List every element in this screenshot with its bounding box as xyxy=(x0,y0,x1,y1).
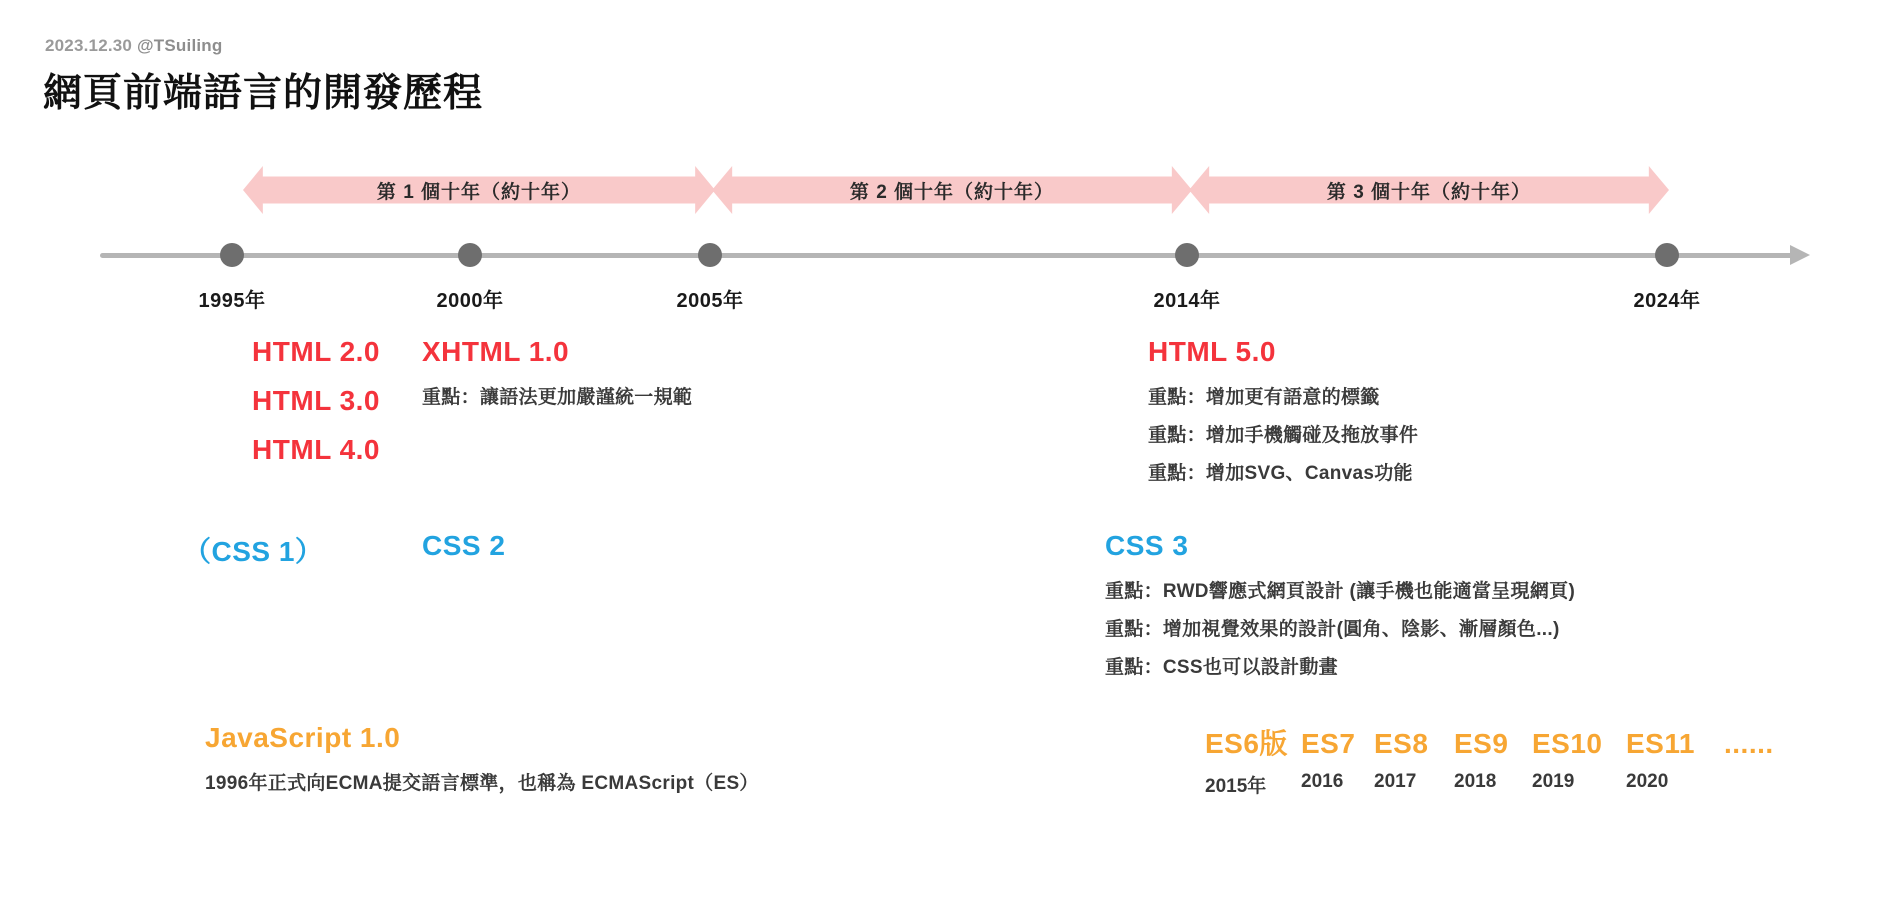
timeline-node-label-1995: 1995年 xyxy=(198,290,266,312)
decade-bar-3 xyxy=(1189,166,1669,214)
meta-handle: @TSuiling xyxy=(137,36,223,55)
es-version-es7: ES7 xyxy=(1301,728,1356,759)
html5-note-1: 重點：增加更有語意的標籤 xyxy=(1148,387,1380,408)
css3-note-2: 重點：增加視覺效果的設計(圓角、陰影、漸層顏色...) xyxy=(1105,619,1560,640)
decade-bar-1 xyxy=(243,166,715,214)
es-year-2015: 2015年 xyxy=(1205,776,1267,797)
es-year-2017: 2017 xyxy=(1374,771,1417,792)
es-year-2019: 2019 xyxy=(1532,771,1575,792)
css2-2000-group xyxy=(422,530,505,562)
css3-note-1: 重點：RWD響應式網頁設計 (讓手機也能適當呈現網頁) xyxy=(1105,581,1576,602)
page-title: 網頁前端語言的開發歷程 xyxy=(43,72,484,115)
ecmascript-years-row xyxy=(1205,771,1774,798)
decade-label-2: 第 2 個十年（約十年） xyxy=(849,181,1055,203)
es-version-es10: ES10 xyxy=(1532,728,1603,759)
timeline-node-1995 xyxy=(220,243,244,267)
timeline-node-2014 xyxy=(1175,243,1199,267)
html-1995-group xyxy=(110,336,380,466)
es-version-es6: ES6版 xyxy=(1205,728,1288,759)
xhtml-1-0-label: XHTML 1.0 xyxy=(422,336,570,367)
timeline-node-2005 xyxy=(698,243,722,267)
meta-date: 2023.12.30 xyxy=(45,36,133,55)
timeline-axis xyxy=(100,253,1800,258)
html-5-0-label: HTML 5.0 xyxy=(1148,336,1276,367)
css3-2014-group xyxy=(1105,530,1575,679)
html-3-0-label: HTML 3.0 xyxy=(252,385,380,416)
es-year-2016: 2016 xyxy=(1301,771,1344,792)
timeline-node-label-2005: 2005年 xyxy=(676,290,744,312)
xhtml-2000-group xyxy=(422,336,692,409)
css3-note-3: 重點：CSS也可以設計動畫 xyxy=(1105,657,1338,678)
es-version-es9: ES9 xyxy=(1454,728,1509,759)
html5-note-2: 重點：增加手機觸碰及拖放事件 xyxy=(1148,425,1419,446)
html-2-0-label: HTML 2.0 xyxy=(252,336,380,367)
timeline-node-label-2024: 2024年 xyxy=(1633,290,1701,312)
decade-bar-2 xyxy=(712,166,1192,214)
meta-line xyxy=(45,36,222,56)
ecmascript-versions-row xyxy=(1205,722,1774,762)
es-year-2020: 2020 xyxy=(1626,771,1669,792)
css1-1995-group xyxy=(183,530,323,570)
es-year-2018: 2018 xyxy=(1454,771,1497,792)
timeline-node-label-2014: 2014年 xyxy=(1153,290,1221,312)
es-version-es11: ES11 xyxy=(1626,728,1695,759)
timeline-node-2024 xyxy=(1655,243,1679,267)
ecmascript-group xyxy=(1205,722,1774,798)
javascript-1-0-label: JavaScript 1.0 xyxy=(205,722,401,753)
html-4-0-label: HTML 4.0 xyxy=(252,434,380,465)
es-version-more: ...... xyxy=(1724,728,1774,759)
css-3-label: CSS 3 xyxy=(1105,530,1189,561)
decade-label-3: 第 3 個十年（約十年） xyxy=(1326,181,1532,203)
javascript-note: 1996年正式向ECMA提交語言標準，也稱為 ECMAScript（ES） xyxy=(205,773,759,794)
javascript-group xyxy=(205,722,759,795)
timeline-node-label-2000: 2000年 xyxy=(436,290,504,312)
html5-2014-group xyxy=(1148,336,1418,485)
xhtml-1-0-note: 重點：讓語法更加嚴謹統一規範 xyxy=(422,387,693,408)
timeline-arrow-head-icon xyxy=(1790,245,1810,265)
html5-note-3: 重點：增加SVG、Canvas功能 xyxy=(1148,463,1413,484)
css-2-label: CSS 2 xyxy=(422,530,506,561)
decade-label-1: 第 1 個十年（約十年） xyxy=(376,181,582,203)
timeline-node-2000 xyxy=(458,243,482,267)
css-1-label: （CSS 1） xyxy=(183,536,324,567)
es-version-es8: ES8 xyxy=(1374,728,1429,759)
